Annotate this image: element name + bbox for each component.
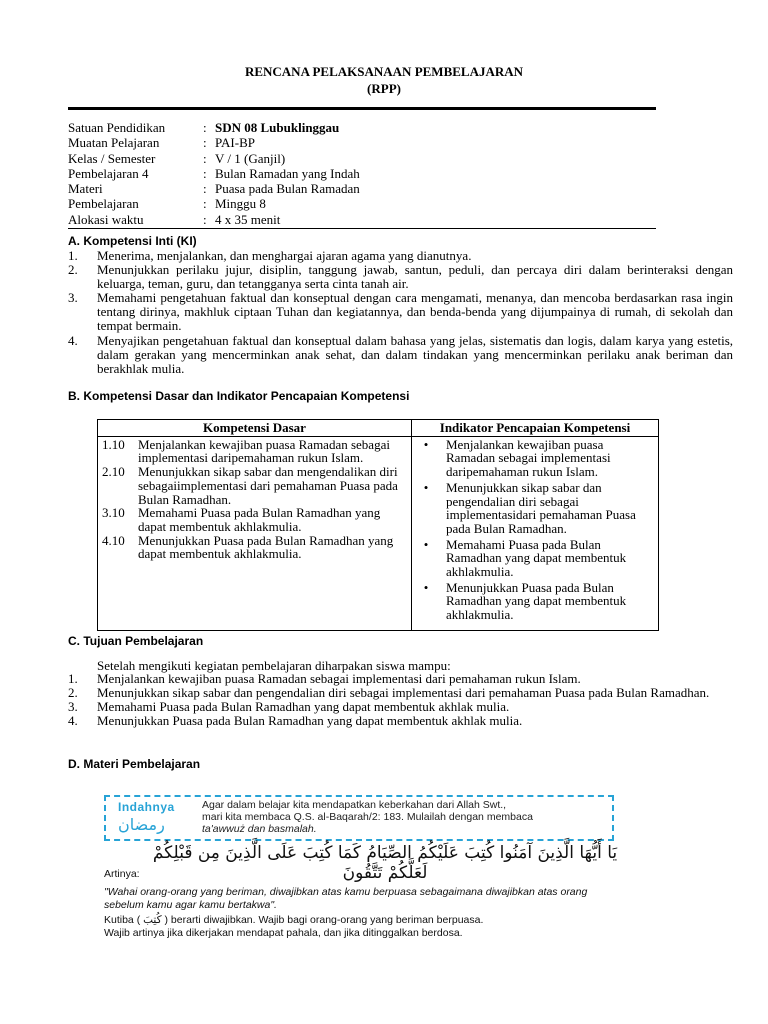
list-item-number: 1. bbox=[68, 671, 78, 686]
kd-cell bbox=[98, 436, 412, 630]
document-subtitle: (RPP) bbox=[367, 81, 401, 96]
identity-row bbox=[68, 166, 360, 181]
list-item bbox=[68, 334, 733, 376]
list-item-text: Menunjukkan sikap sabar dan pengendalian diri sebagai implementasi dari pemahaman Puasa pada Bulan Ramadhan. bbox=[97, 685, 710, 701]
quran-verse: يَا أَيُّهَا الَّذِينَ آمَنُوا كُتِبَ عَلَيْكُمُ الصِّيَامُ كَمَا كُتِبَ عَلَى الَّذِينَ مِن قَبْلِكُمْ لَعَلَّكُمْ تَتَّقُونَ bbox=[152, 843, 618, 883]
list-item bbox=[68, 291, 733, 333]
indicator-text: Memahami Puasa pada Bulan Ramadhan yang dapat membentuk akhlakmulia. bbox=[446, 536, 627, 580]
indicator-text: Menunjukkan sikap sabar dan pengendalian diri sebagai implementasidari pemahaman Puasa pada Bulan Ramadhan. bbox=[446, 479, 636, 536]
identity-label: Muatan Pelajaran bbox=[68, 135, 160, 151]
bullet-icon: • bbox=[423, 536, 429, 552]
kd-item bbox=[102, 465, 407, 506]
identity-value: SDN 08 Lubuklinggau bbox=[215, 120, 340, 135]
kd-item bbox=[102, 506, 407, 533]
title-divider bbox=[68, 107, 656, 110]
identity-label: Alokasi waktu bbox=[68, 211, 144, 227]
kd-text: Menunjukkan sikap sabar dan mengendalikan diri sebagaiimplementasi dari pemahaman Puasa pada Bulan Ramadhan. bbox=[138, 464, 398, 507]
box-brand: Indahnya bbox=[118, 800, 175, 814]
tp-intro: Setelah mengikuti kegiatan pembelajaran diharpakan siswa mampu: bbox=[97, 658, 451, 673]
list-item-text: Menerima, menjalankan, dan menghargai ajaran agama yang dianutnya. bbox=[97, 248, 472, 263]
list-item bbox=[68, 700, 733, 714]
indicator-item bbox=[416, 581, 654, 622]
identity-separator: : bbox=[203, 165, 207, 181]
identity-label: Materi bbox=[68, 181, 103, 197]
identity-value: Bulan Ramadan yang Indah bbox=[215, 165, 360, 181]
list-item-text: Menunjukkan Puasa pada Bulan Ramadhan yang dapat membentuk akhlak mulia. bbox=[97, 713, 523, 729]
identity-separator: : bbox=[203, 120, 207, 135]
identity-label: Kelas / Semester bbox=[68, 150, 156, 166]
list-item-number: 4. bbox=[68, 713, 78, 729]
kd-table-row bbox=[98, 436, 659, 630]
document-title: RENCANA PELAKSANAAN PEMBELAJARAN bbox=[244, 64, 524, 79]
identity-value: Minggu 8 bbox=[215, 196, 266, 212]
identity-row bbox=[68, 212, 360, 227]
box-text-line-2: mari kita membaca Q.S. al-Baqarah/2: 183. Mulailah dengan membaca bbox=[202, 811, 533, 823]
list-item-number: 2. bbox=[68, 262, 78, 278]
kd-number: 4.10 bbox=[102, 532, 125, 548]
indicator-text: Menjalankan kewajiban puasa Ramadan sebagai implementasi daripemahaman rukun Islam. bbox=[446, 436, 611, 480]
kd-item bbox=[102, 438, 407, 465]
box-arabic-logo: رمضان bbox=[118, 815, 165, 834]
indicator-cell bbox=[412, 436, 659, 630]
identity-value: Puasa pada Bulan Ramadan bbox=[215, 181, 360, 197]
list-item-number: 3. bbox=[68, 290, 78, 306]
list-item bbox=[68, 263, 733, 291]
kd-table bbox=[97, 419, 659, 631]
identity-block bbox=[68, 120, 360, 227]
identity-row bbox=[68, 135, 360, 150]
bullet-icon: • bbox=[423, 436, 429, 452]
indicator-item bbox=[416, 438, 654, 479]
artinya-text: "Wahai orang-orang yang beriman, diwajibkan atas kamu berpuasa sebagaimana diwajibkan atas orang sebelum kamu agar kamu bertakwa". bbox=[104, 886, 588, 911]
list-item bbox=[68, 672, 733, 686]
list-item bbox=[68, 249, 733, 263]
list-item-text: Memahami pengetahuan faktual dan konseptual dengan cara mengamati, menanya, dan mencoba berdasarkan rasa ingin tentang dirinya, makhluk ciptaan Tuhan dan kegiatannya, dan benda-benda yang dijumpainya di rumah, di sekolah dan tempat bermain. bbox=[97, 290, 733, 334]
kutiba-explanation bbox=[104, 914, 624, 939]
kd-item bbox=[102, 534, 407, 561]
kutiba-line-1: Kutiba ( كُتِبَ ) berarti diwajibkan. Wajib bagi orang-orang yang beriman berpuasa. bbox=[104, 914, 484, 926]
kd-text: Menunjukkan Puasa pada Bulan Ramadhan yang dapat membentuk akhlakmulia. bbox=[138, 532, 394, 562]
identity-separator: : bbox=[203, 150, 207, 166]
identity-separator: : bbox=[203, 181, 207, 197]
tp-list bbox=[68, 672, 733, 728]
identity-label: Satuan Pendidikan bbox=[68, 120, 166, 135]
bullet-icon: • bbox=[423, 579, 429, 595]
indicator-item bbox=[416, 538, 654, 579]
identity-row bbox=[68, 120, 360, 135]
section-a-heading: A. Kompetensi Inti (KI) bbox=[68, 234, 197, 248]
kd-text: Memahami Puasa pada Bulan Ramadhan yang dapat membentuk akhlakmulia. bbox=[138, 505, 381, 534]
kd-text: Menjalankan kewajiban puasa Ramadan sebagai implementasi daripemahaman rukun Islam. bbox=[138, 436, 390, 466]
list-item-text: Memahami Puasa pada Bulan Ramadhan yang dapat membentuk akhlak mulia. bbox=[97, 699, 510, 715]
kd-col-header: Kompetensi Dasar bbox=[98, 420, 412, 437]
identity-value: 4 x 35 menit bbox=[215, 211, 281, 227]
list-item bbox=[68, 686, 733, 700]
artinya-label: Artinya: bbox=[104, 868, 140, 880]
identity-row bbox=[68, 196, 360, 211]
indicator-item bbox=[416, 481, 654, 536]
identity-value: V / 1 (Ganjil) bbox=[215, 150, 286, 166]
identity-separator: : bbox=[203, 196, 207, 212]
list-item-text: Menunjukkan perilaku jujur, disiplin, tanggung jawab, santun, peduli, dan percaya diri dalam berinteraksi dengan keluarga, teman, guru, dan tetangganya serta cinta tanah air. bbox=[97, 262, 733, 292]
list-item-text: Menyajikan pengetahuan faktual dan konseptual dalam bahasa yang jelas, sistematis dan logis, dalam karya yang estetis, dalam gerakan yang mencerminkan anak sehat, dan dalam tindakan yang mencerminkan perilaku anak beriman dan berakhlak mulia. bbox=[97, 332, 733, 376]
identity-separator: : bbox=[203, 211, 207, 227]
kd-number: 2.10 bbox=[102, 464, 125, 480]
kd-table-header-row bbox=[98, 420, 659, 437]
section-d-heading: D. Materi Pembelajaran bbox=[68, 757, 201, 771]
box-text-line-1: Agar dalam belajar kita mendapatkan keberkahan dari Allah Swt., bbox=[202, 799, 507, 811]
kd-number: 3.10 bbox=[102, 505, 125, 521]
box-text-line-3: ta'awwuż dan basmalah. bbox=[202, 823, 317, 835]
list-item-text: Menjalankan kewajiban puasa Ramadan sebagai implementasi dari pemahaman rukun Islam. bbox=[97, 671, 581, 686]
bullet-icon: • bbox=[423, 479, 429, 495]
box-instruction bbox=[202, 799, 602, 835]
identity-divider bbox=[68, 228, 656, 229]
list-item-number: 3. bbox=[68, 699, 78, 715]
indicator-col-header: Indikator Pencapaian Kompetensi bbox=[412, 420, 659, 437]
identity-row bbox=[68, 151, 360, 166]
indahnya-ramadan-box bbox=[104, 795, 614, 841]
section-c-heading: C. Tujuan Pembelajaran bbox=[68, 634, 204, 648]
indicator-text: Menunjukkan Puasa pada Bulan Ramadhan yang dapat membentuk akhlakmulia. bbox=[446, 579, 627, 623]
identity-separator: : bbox=[203, 135, 207, 151]
section-b-heading: B. Kompetensi Dasar dan Indikator Pencapaian Kompetensi bbox=[68, 389, 410, 403]
identity-label: Pembelajaran bbox=[68, 196, 139, 212]
ki-list bbox=[68, 249, 733, 376]
kd-number: 1.10 bbox=[102, 436, 125, 452]
list-item bbox=[68, 714, 733, 728]
kutiba-line-2: Wajib artinya jika dikerjakan mendapat pahala, dan jika ditinggalkan berdosa. bbox=[104, 926, 463, 939]
list-item-number: 1. bbox=[68, 248, 78, 263]
identity-row bbox=[68, 181, 360, 196]
list-item-number: 2. bbox=[68, 685, 78, 701]
identity-value: PAI-BP bbox=[215, 135, 255, 151]
list-item-number: 4. bbox=[68, 332, 78, 348]
identity-label: Pembelajaran 4 bbox=[68, 165, 149, 181]
